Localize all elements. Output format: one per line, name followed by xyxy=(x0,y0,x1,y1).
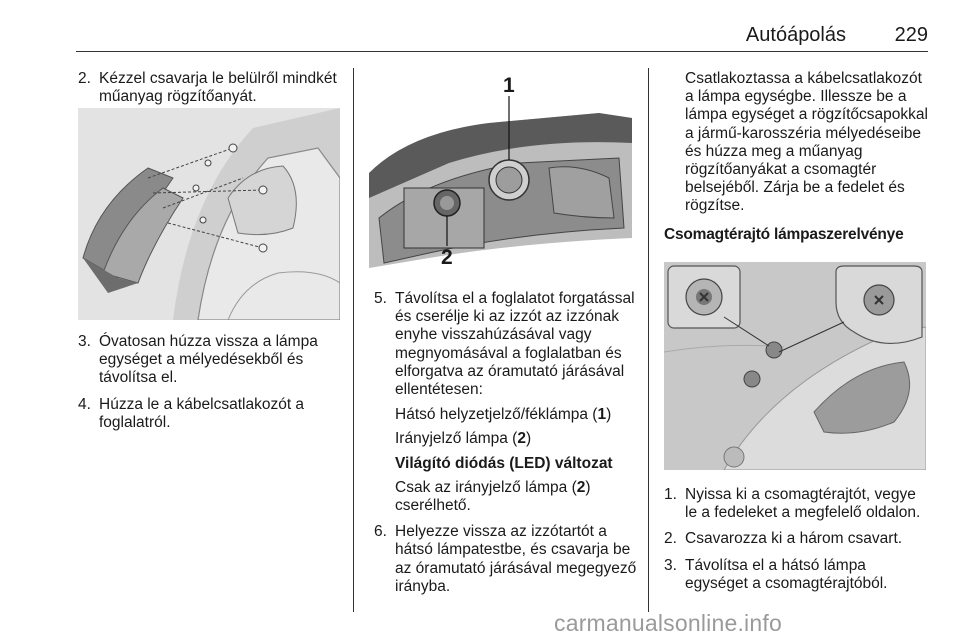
column-1-lower xyxy=(78,333,343,432)
step-5: 5. Távolítsa el a foglalatot forgatással és cserélje ki az izzót az izzónak enyhe visszahúzásával vagy megnyomásával a foglalatban és elforgatva az óramutató járásával ellentétesen: xyxy=(374,290,635,399)
step-2: 2. Kézzel csavarja le belülről mindkét műanyag rögzítőanyát. xyxy=(78,70,337,106)
page-number: 229 xyxy=(894,24,928,46)
watermark: carmanualsonline.info xyxy=(554,610,782,636)
column-1 xyxy=(78,70,343,106)
tailgate-step-3: 3. Távolítsa el a hátsó lámpa egységet a csomagtérajtóból. xyxy=(664,556,888,592)
led-text: Csak az irányjelző lámpa (2) cserélhető. xyxy=(395,478,591,515)
figure-label-2: 2 xyxy=(441,246,453,269)
column-divider-1 xyxy=(353,68,354,612)
column-divider-2 xyxy=(648,68,649,612)
tailgate-step-2: 2. Csavarozza ki a három csavart. xyxy=(664,530,903,548)
lamp-removal-illustration xyxy=(78,108,340,320)
step-4: 4. Húzza le a kábelcsatlakozót a foglalatról. xyxy=(78,395,305,431)
figure-lamp-removal xyxy=(78,108,340,320)
led-heading: Világító diódás (LED) változat xyxy=(395,454,613,472)
bulb-item-1: Hátsó helyzetjelző/féklámpa (1) xyxy=(395,406,612,424)
page-header xyxy=(76,22,928,52)
section-heading: Csomagtérajtó lámpaszerelvénye xyxy=(664,225,904,243)
bulb-holder-illustration xyxy=(369,68,632,278)
step-6: 6. Helyezze vissza az izzótartót a hátsó lámpatestbe, és csavarja be az óramutató járásával megegyező irányba. xyxy=(374,523,637,595)
column-3 xyxy=(664,70,932,244)
column-3-lower xyxy=(664,486,932,593)
step-3: 3. Óvatosan húzza vissza a lámpa egységet a mélyedésekből és távolítsa el. xyxy=(78,333,318,387)
bulb-item-2: Irányjelző lámpa (2) xyxy=(395,430,532,448)
continuation-text: Csatlakoztassa a kábelcsatlakozót a lámpa egységbe. Illessze be a lámpa egységet a rögzítőcsapokkal a jármű-karosszéria mélyedéseibe és húzza meg a műanyag rögzítőanyákat a csomagtér belsejéből. Zárja be a fedelet és rögzítse. xyxy=(685,70,928,215)
figure-label-1: 1 xyxy=(503,74,515,97)
section-title: Autóápolás xyxy=(745,24,846,46)
column-2 xyxy=(374,290,644,596)
tailgate-step-1: 1. Nyissa ki a csomagtérajtót, vegye le a fedeleket a megfelelő oldalon. xyxy=(664,486,921,522)
tailgate-screws-illustration xyxy=(664,262,926,470)
figure-bulb-holder xyxy=(369,68,632,278)
figure-tailgate-screws xyxy=(664,262,926,470)
